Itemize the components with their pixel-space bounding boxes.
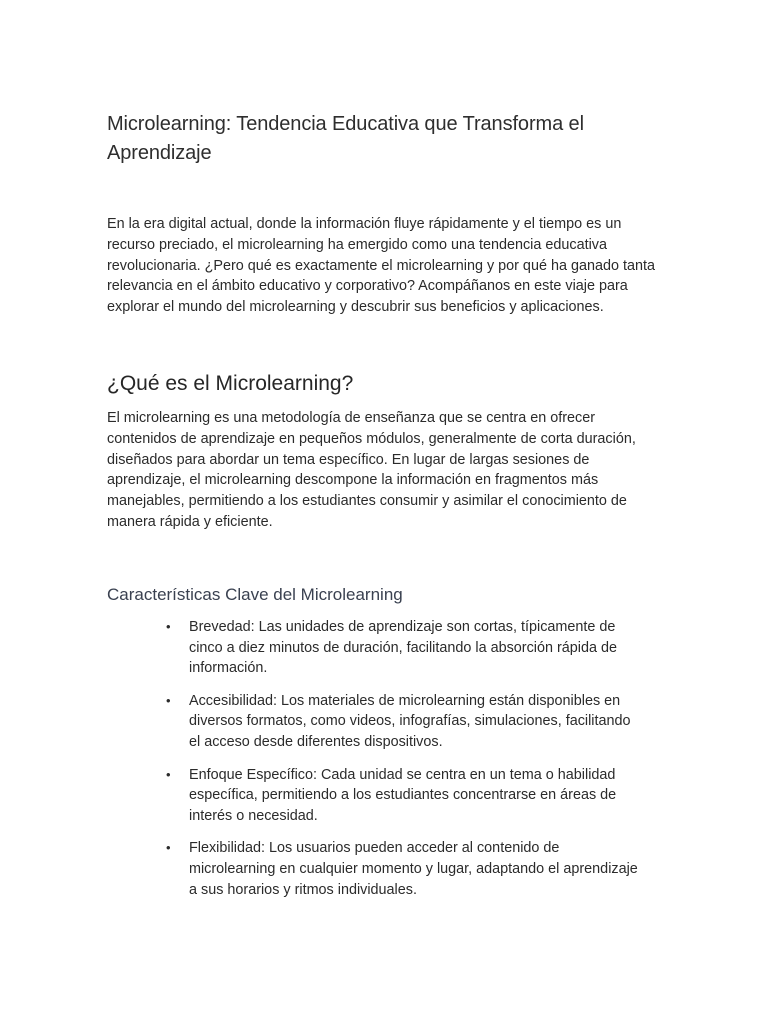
section-heading: ¿Qué es el Microlearning? [107,371,354,395]
list-item [166,765,639,827]
list-item-text: Accesibilidad: Los materiales de microlearning están disponibles en diversos formatos, como videos, infografías, simulaciones, facilitando el acceso desde diferentes dispositivos. [189,692,631,751]
document-title: Microlearning: Tendencia Educativa que Transforma el Aprendizaje [107,113,584,164]
list-item-text: Flexibilidad: Los usuarios pueden acceder al contenido de microlearning en cualquier momento y lugar, adaptando el aprendizaje a sus horarios y ritmos individuales. [189,840,638,899]
bullet-icon: • [166,692,171,708]
characteristics-heading: Características Clave del Microlearning [107,584,403,604]
list-item [166,838,639,900]
section-paragraph: El microlearning es una metodología de enseñanza que se centra en ofrecer contenidos de aprendizaje en pequeños módulos, generalmente de corta duración, diseñados para abordar un tema específico. En lugar de largas sesiones de aprendizaje, el microlearning descompone la información en fragmentos más manejables, permitiendo a los estudiantes consumir y asimilar el conocimiento de manera rápida y eficiente. [107,409,636,530]
characteristics-list [107,617,662,901]
list-item-text: Enfoque Específico: Cada unidad se centra en un tema o habilidad específica, permitiendo a los estudiantes concentrarse en áreas de interés o necesidad. [189,766,617,825]
intro-paragraph: En la era digital actual, donde la información fluye rápidamente y el tiempo es un recurso preciado, el microlearning ha emergido como una tendencia educativa revolucionaria. ¿Pero qué es exactamente el microlearning y por qué ha ganado tanta relevancia en el ámbito educativo y corporativo? Acompáñanos en este viaje para explorar el mundo del microlearning y descubrir sus beneficios y aplicaciones. [107,216,655,316]
list-item-text: Brevedad: Las unidades de aprendizaje son cortas, típicamente de cinco a diez minutos de duración, facilitando la absorción rápida de información. [189,618,617,677]
list-item [166,691,639,753]
document-page [107,110,662,912]
bullet-icon: • [166,766,171,782]
list-item [166,617,639,679]
bullet-icon: • [166,840,171,856]
bullet-icon: • [166,618,171,634]
